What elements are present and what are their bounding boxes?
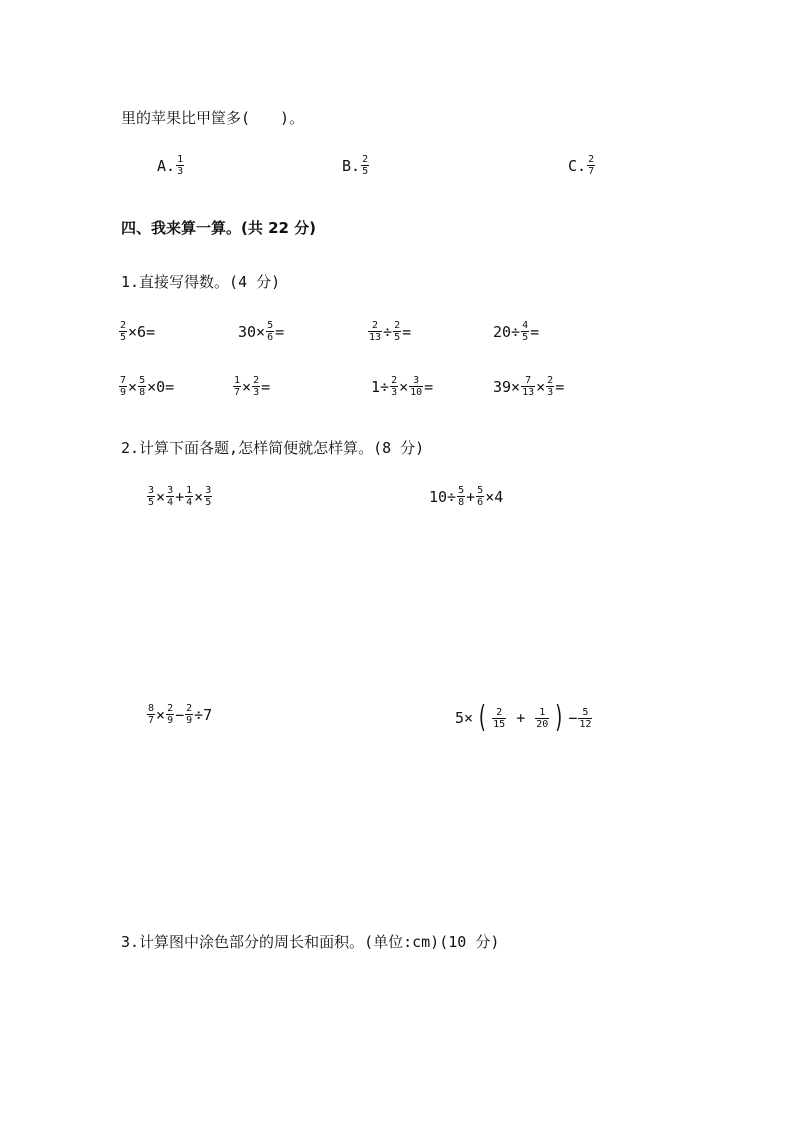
- expression-text: =: [424, 377, 434, 396]
- fraction: $\frac{3}{5}$: [148, 485, 155, 508]
- fraction: $\frac{5}{8}$: [458, 485, 465, 508]
- section-title: 四、我来算一算。(共 22 分): [121, 219, 317, 237]
- expression-text: +: [507, 709, 535, 727]
- fraction: $\frac{2}{13}$: [369, 320, 382, 343]
- expression-text: 1÷: [371, 377, 390, 396]
- expression: [146, 485, 213, 508]
- fraction: $\frac{3}{5}$: [205, 485, 212, 508]
- fraction: $\frac{5}{8}$: [139, 375, 146, 398]
- expression: [493, 320, 539, 343]
- option-b[interactable]: B. $\frac{2}{5}$: [342, 154, 369, 177]
- expression-text: =: [275, 322, 285, 341]
- expression: [232, 375, 270, 398]
- expression-text: ×: [128, 377, 138, 396]
- expression-text: 39×: [493, 377, 521, 396]
- fraction: $\frac{2}{9}$: [167, 703, 174, 726]
- expression-text: 5×: [455, 709, 474, 727]
- question-2-title: 2.计算下面各题,怎样简便就怎样算。(8 分): [121, 439, 425, 457]
- expression-text: +: [466, 487, 476, 506]
- fraction: $\frac{2}{3}$: [253, 375, 260, 398]
- fraction: $\frac{2}{5}$: [362, 154, 369, 177]
- expression-text: ×: [399, 377, 409, 396]
- fraction: $\frac{2}{7}$: [588, 154, 595, 177]
- expression-text: =: [261, 377, 271, 396]
- parenthesis: (: [476, 700, 488, 735]
- expression-text: =: [402, 322, 412, 341]
- expression-text: ÷: [383, 322, 393, 341]
- expression-text: −: [175, 705, 185, 724]
- expression-text: +: [175, 487, 185, 506]
- expression: [238, 320, 284, 343]
- expression-text: 20÷: [493, 322, 521, 341]
- fraction: $\frac{3}{4}$: [167, 485, 174, 508]
- option-c[interactable]: C. $\frac{2}{7}$: [568, 154, 595, 177]
- fraction: $\frac{2}{3}$: [547, 375, 554, 398]
- expression-text: =: [555, 377, 565, 396]
- expression: [455, 700, 593, 735]
- expression-text: ×: [156, 487, 166, 506]
- fraction: $\frac{1}{7}$: [234, 375, 241, 398]
- expression: [118, 320, 155, 343]
- fraction: $\frac{7}{13}$: [522, 375, 535, 398]
- fraction: $\frac{5}{6}$: [267, 320, 274, 343]
- fraction: $\frac{2}{15}$: [493, 706, 506, 730]
- fraction: $\frac{7}{9}$: [120, 375, 127, 398]
- expression-text: ÷7: [194, 705, 213, 724]
- fraction: $\frac{2}{5}$: [394, 320, 401, 343]
- fraction: $\frac{3}{10}$: [410, 375, 423, 398]
- expression: [371, 375, 433, 398]
- option-a[interactable]: A. $\frac{1}{3}$: [157, 154, 184, 177]
- expression-text: ×0=: [147, 377, 175, 396]
- expression: [146, 703, 212, 726]
- question-3-title: 3.计算图中涂色部分的周长和面积。(单位:cm)(10 分): [121, 933, 500, 951]
- expression-text: ×6=: [128, 322, 156, 341]
- fraction: $\frac{5}{6}$: [477, 485, 484, 508]
- parenthesis: ): [553, 700, 565, 735]
- expression-text: 30×: [238, 322, 266, 341]
- expression: [118, 375, 174, 398]
- fraction: $\frac{1}{4}$: [186, 485, 193, 508]
- fraction: $\frac{1}{20}$: [536, 706, 549, 730]
- expression-text: ×: [156, 705, 166, 724]
- fraction: $\frac{5}{12}$: [579, 706, 592, 730]
- expression-text: ×: [242, 377, 252, 396]
- expression: [493, 375, 564, 398]
- fraction: $\frac{8}{7}$: [148, 703, 155, 726]
- expression: [429, 485, 503, 508]
- expression-text: =: [530, 322, 540, 341]
- question-1-title: 1.直接写得数。(4 分): [121, 273, 281, 291]
- expression-text: ×: [194, 487, 204, 506]
- fraction: $\frac{2}{3}$: [391, 375, 398, 398]
- fraction: $\frac{4}{5}$: [522, 320, 529, 343]
- expression-text: 10÷: [429, 487, 457, 506]
- expression-text: −: [568, 709, 578, 727]
- question-continuation: 里的苹果比甲筐多( )。: [121, 109, 305, 127]
- fraction: $\frac{2}{9}$: [186, 703, 193, 726]
- fraction: $\frac{2}{5}$: [120, 320, 127, 343]
- fraction: $\frac{1}{3}$: [177, 154, 184, 177]
- expression-text: ×: [536, 377, 546, 396]
- expression: [367, 320, 411, 343]
- expression-text: ×4: [485, 487, 504, 506]
